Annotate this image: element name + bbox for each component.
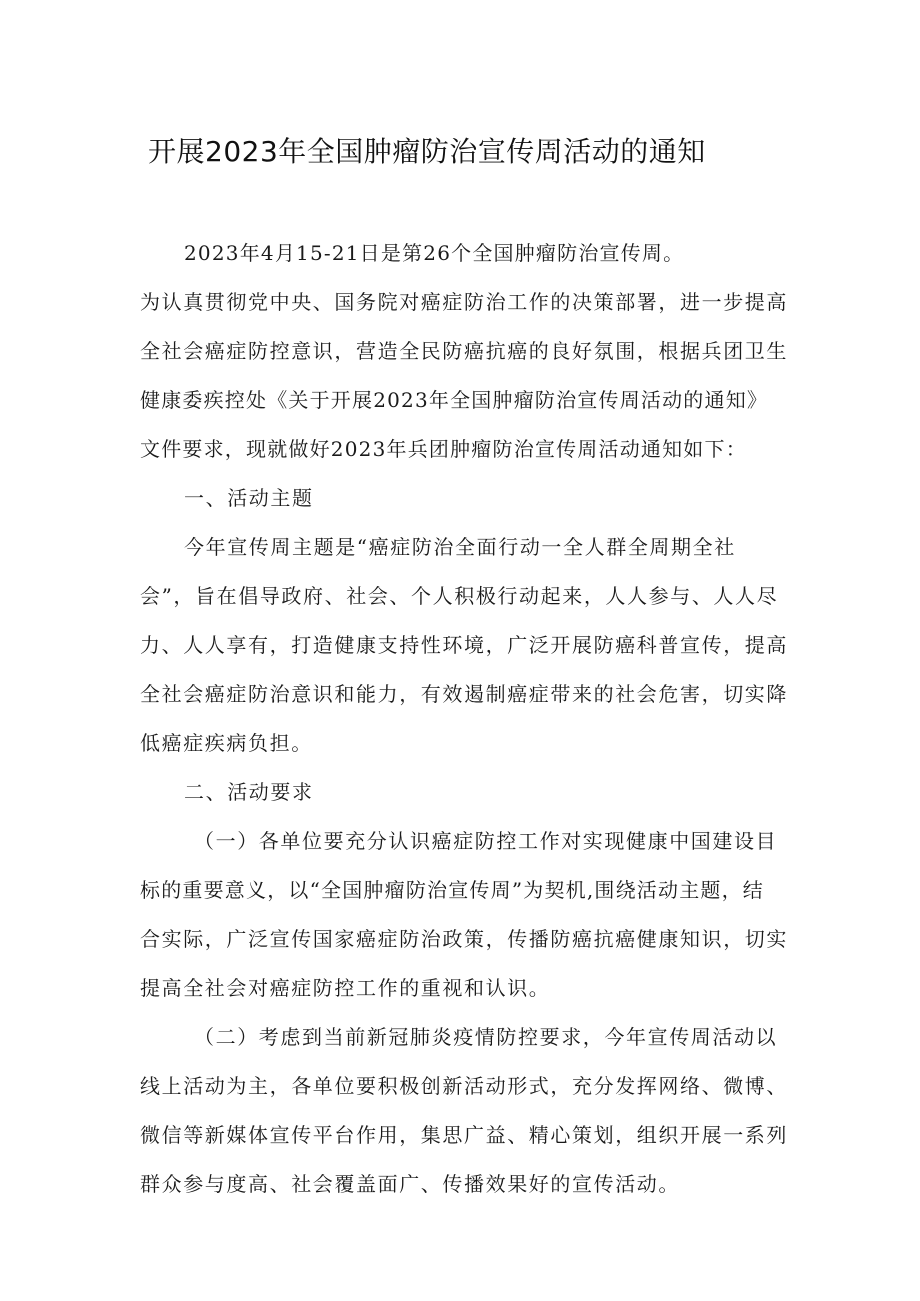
body-line: 力、人人享有，打造健康支持性环境，广泛开展防癌科普宣传，提高 <box>140 633 788 657</box>
document-title: 开展2023年全国肿瘤防治宣传周活动的通知 <box>148 135 706 168</box>
intro-line: 2023年4月15-21日是第26个全国肿瘤防治宣传周。 <box>184 241 685 265</box>
section-heading: 二、活动要求 <box>184 780 314 804</box>
body-line: （二）考虑到当前新冠肺炎疫情防控要求，今年宣传周活动以 <box>194 1025 778 1049</box>
body-line: 全社会癌症防治意识和能力，有效遏制癌症带来的社会危害，切实降 <box>140 682 788 706</box>
intro-line: 为认真贯彻党中央、国务院对癌症防治工作的决策部署，进一步提高 <box>140 290 788 314</box>
body-line: 会”，旨在倡导政府、社会、个人积极行动起来，人人参与、人人尽 <box>140 584 779 608</box>
body-line: 今年宣传周主题是“癌症防治全面行动一全人群全周期全社 <box>184 535 736 559</box>
body-line: （一）各单位要充分认识癌症防控工作对实现健康中国建设目 <box>194 829 778 853</box>
intro-line: 全社会癌症防控意识，营造全民防癌抗癌的良好氛围，根据兵团卫生 <box>140 339 788 363</box>
body-line: 低癌症疾病负担。 <box>140 731 313 755</box>
intro-line: 文件要求，现就做好2023年兵团肿瘤防治宣传周活动通知如下： <box>140 437 747 461</box>
body-line: 提高全社会对癌症防控工作的重视和认识。 <box>140 976 551 1000</box>
body-line: 微信等新媒体宣传平台作用，集思广益、精心策划，组织开展一系列 <box>140 1123 788 1147</box>
section-heading: 一、活动主题 <box>184 486 314 510</box>
body-line: 线上活动为主，各单位要积极创新活动形式，充分发挥网络、微博、 <box>140 1074 788 1098</box>
body-line: 群众参与度高、社会覆盖面广、传播效果好的宣传活动。 <box>140 1172 680 1196</box>
body-line: 标的重要意义，以“全国肿瘤防治宣传周”为契机,围绕活动主题，结 <box>140 878 765 902</box>
intro-line: 健康委疾控处《关于开展2023年全国肿瘤防治宣传周活动的通知》 <box>140 388 769 412</box>
body-line: 合实际，广泛宣传国家癌症防治政策，传播防癌抗癌健康知识，切实 <box>140 927 788 951</box>
